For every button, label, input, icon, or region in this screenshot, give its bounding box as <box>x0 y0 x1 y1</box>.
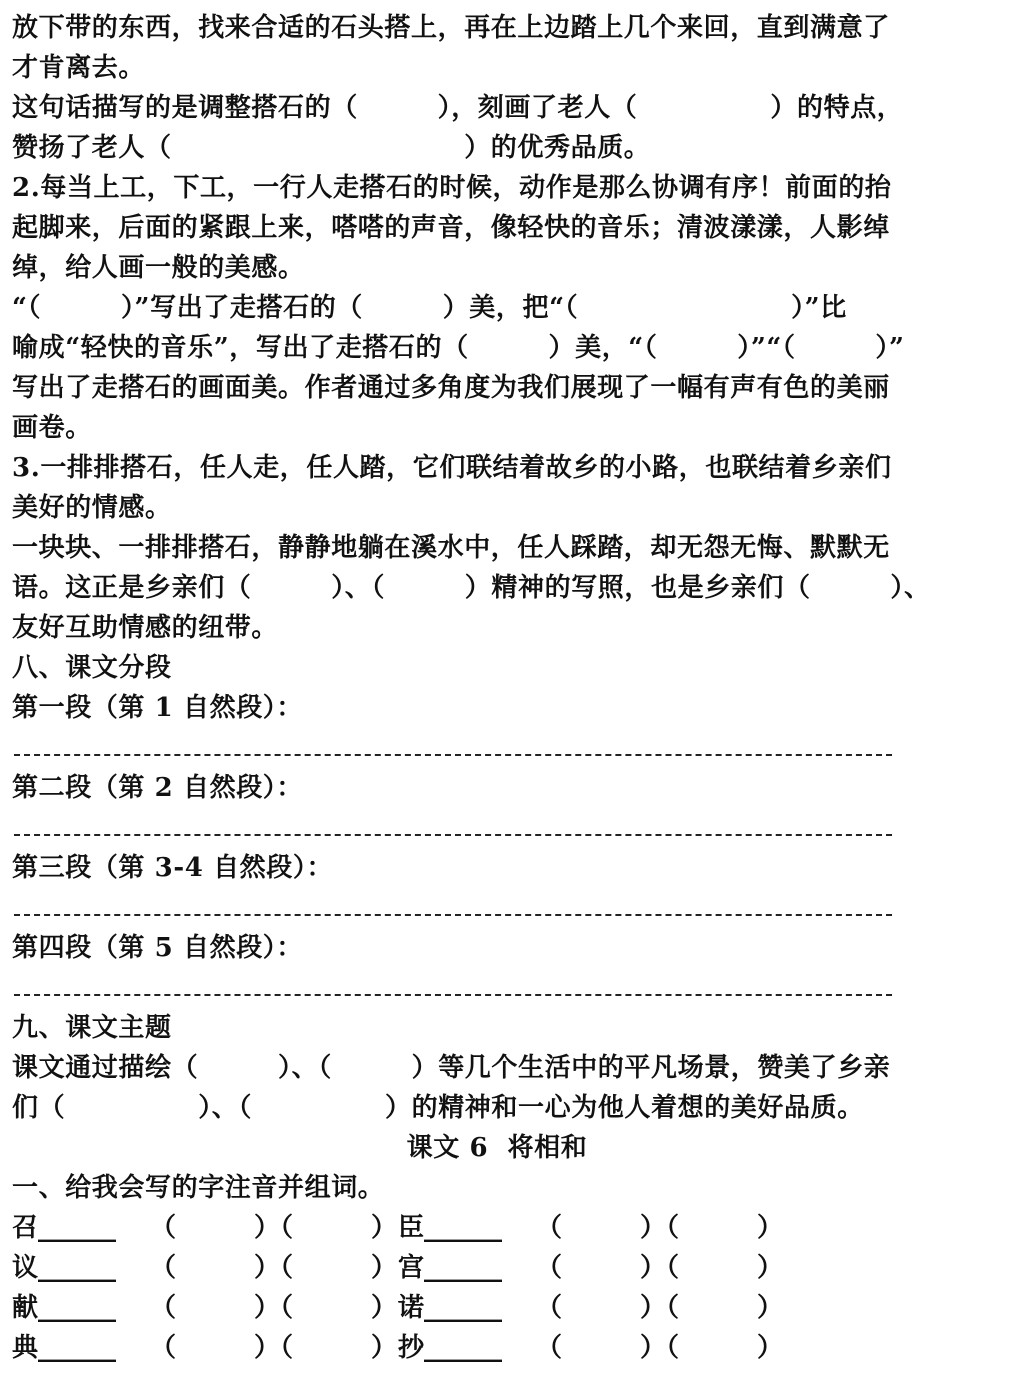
character-label: 抄______ <box>398 1333 503 1363</box>
text-line: 美好的情感。 <box>12 493 172 523</box>
text-line: 一块块、一排排搭石，静静地躺在溪水中，任人踩踏，却无怨无悔、默默无 <box>12 533 890 563</box>
paragraph-label-2: 第二段（第 2 自然段）： <box>12 773 303 803</box>
text-line: 起脚来，后面的紧跟上来，嗒嗒的声音，像轻快的音乐；清波漾漾，人影绰 <box>12 213 890 243</box>
blank-parens: （ ）（ ） <box>536 1253 784 1283</box>
answer-line <box>12 968 1012 1008</box>
text-line: 们（ ）、（ ）的精神和一心为他人着想的美好品质。 <box>12 1093 864 1123</box>
paragraph-label-1: 第一段（第 1 自然段）： <box>12 693 303 723</box>
text-line: 写出了走搭石的画面美。作者通过多角度为我们展现了一幅有声有色的美丽 <box>12 373 890 403</box>
section-heading: 九、课文主题 <box>12 1013 172 1043</box>
text-line: 课文通过描绘（ ）、（ ）等几个生活中的平凡场景，赞美了乡亲 <box>12 1053 891 1083</box>
text-line: 喻成“轻快的音乐”，写出了走搭石的（ ）美，“（ ）”“（ ）” <box>12 333 905 363</box>
blank-parens: （ ）（ ） <box>150 1213 398 1243</box>
text-line: 放下带的东西，找来合适的石头搭上，再在上边踏上几个来回，直到满意了 <box>12 13 890 43</box>
character-label: 召______ <box>12 1213 117 1243</box>
text-line: 画卷。 <box>12 413 92 443</box>
text-line: 赞扬了老人（ ）的优秀品质。 <box>12 133 651 163</box>
character-row <box>12 1288 1012 1328</box>
text-line: 友好互助情感的纽带。 <box>12 613 279 643</box>
text-line: 这句话描写的是调整搭石的（ ），刻画了老人（ ）的特点， <box>12 93 904 123</box>
text-line: 2.每当上工，下工，一行人走搭石的时候，动作是那么协调有序！前面的抬 <box>12 173 892 203</box>
blank-parens: （ ）（ ） <box>150 1253 398 1283</box>
worksheet-page <box>12 8 1012 1368</box>
character-label: 宫______ <box>398 1253 503 1283</box>
text-line: 绰，给人画一般的美感。 <box>12 253 305 283</box>
blank-parens: （ ）（ ） <box>536 1333 784 1363</box>
paragraph-label-4: 第四段（第 5 自然段）： <box>12 933 303 963</box>
character-label: 献______ <box>12 1293 117 1323</box>
character-label: 诺______ <box>398 1293 503 1323</box>
character-label: 议______ <box>12 1253 117 1283</box>
character-row <box>12 1208 1012 1248</box>
section-heading: 一、给我会写的字注音并组词。 <box>12 1173 385 1203</box>
answer-line <box>12 728 1012 768</box>
section-heading: 八、课文分段 <box>12 653 172 683</box>
text-line: “（ ）”写出了走搭石的（ ）美，把“（ ）”比 <box>12 293 847 323</box>
character-label: 臣______ <box>398 1213 503 1243</box>
character-row <box>12 1248 1012 1288</box>
blank-parens: （ ）（ ） <box>536 1213 784 1243</box>
blank-parens: （ ）（ ） <box>536 1293 784 1323</box>
lesson-title: 课文 6 将相和 <box>406 1133 588 1163</box>
blank-parens: （ ）（ ） <box>150 1293 398 1323</box>
answer-line <box>12 888 1012 928</box>
answer-line <box>12 808 1012 848</box>
paragraph-label-3: 第三段（第 3-4 自然段）： <box>12 853 334 883</box>
text-line: 3.一排排搭石，任人走，任人踏，它们联结着故乡的小路，也联结着乡亲们 <box>12 453 892 483</box>
character-label: 典______ <box>12 1333 117 1363</box>
text-line: 语。这正是乡亲们（ ）、（ ）精神的写照，也是乡亲们（ ）、 <box>12 573 931 603</box>
character-row <box>12 1328 1012 1368</box>
blank-parens: （ ）（ ） <box>150 1333 398 1363</box>
text-line: 才肯离去。 <box>12 53 146 83</box>
